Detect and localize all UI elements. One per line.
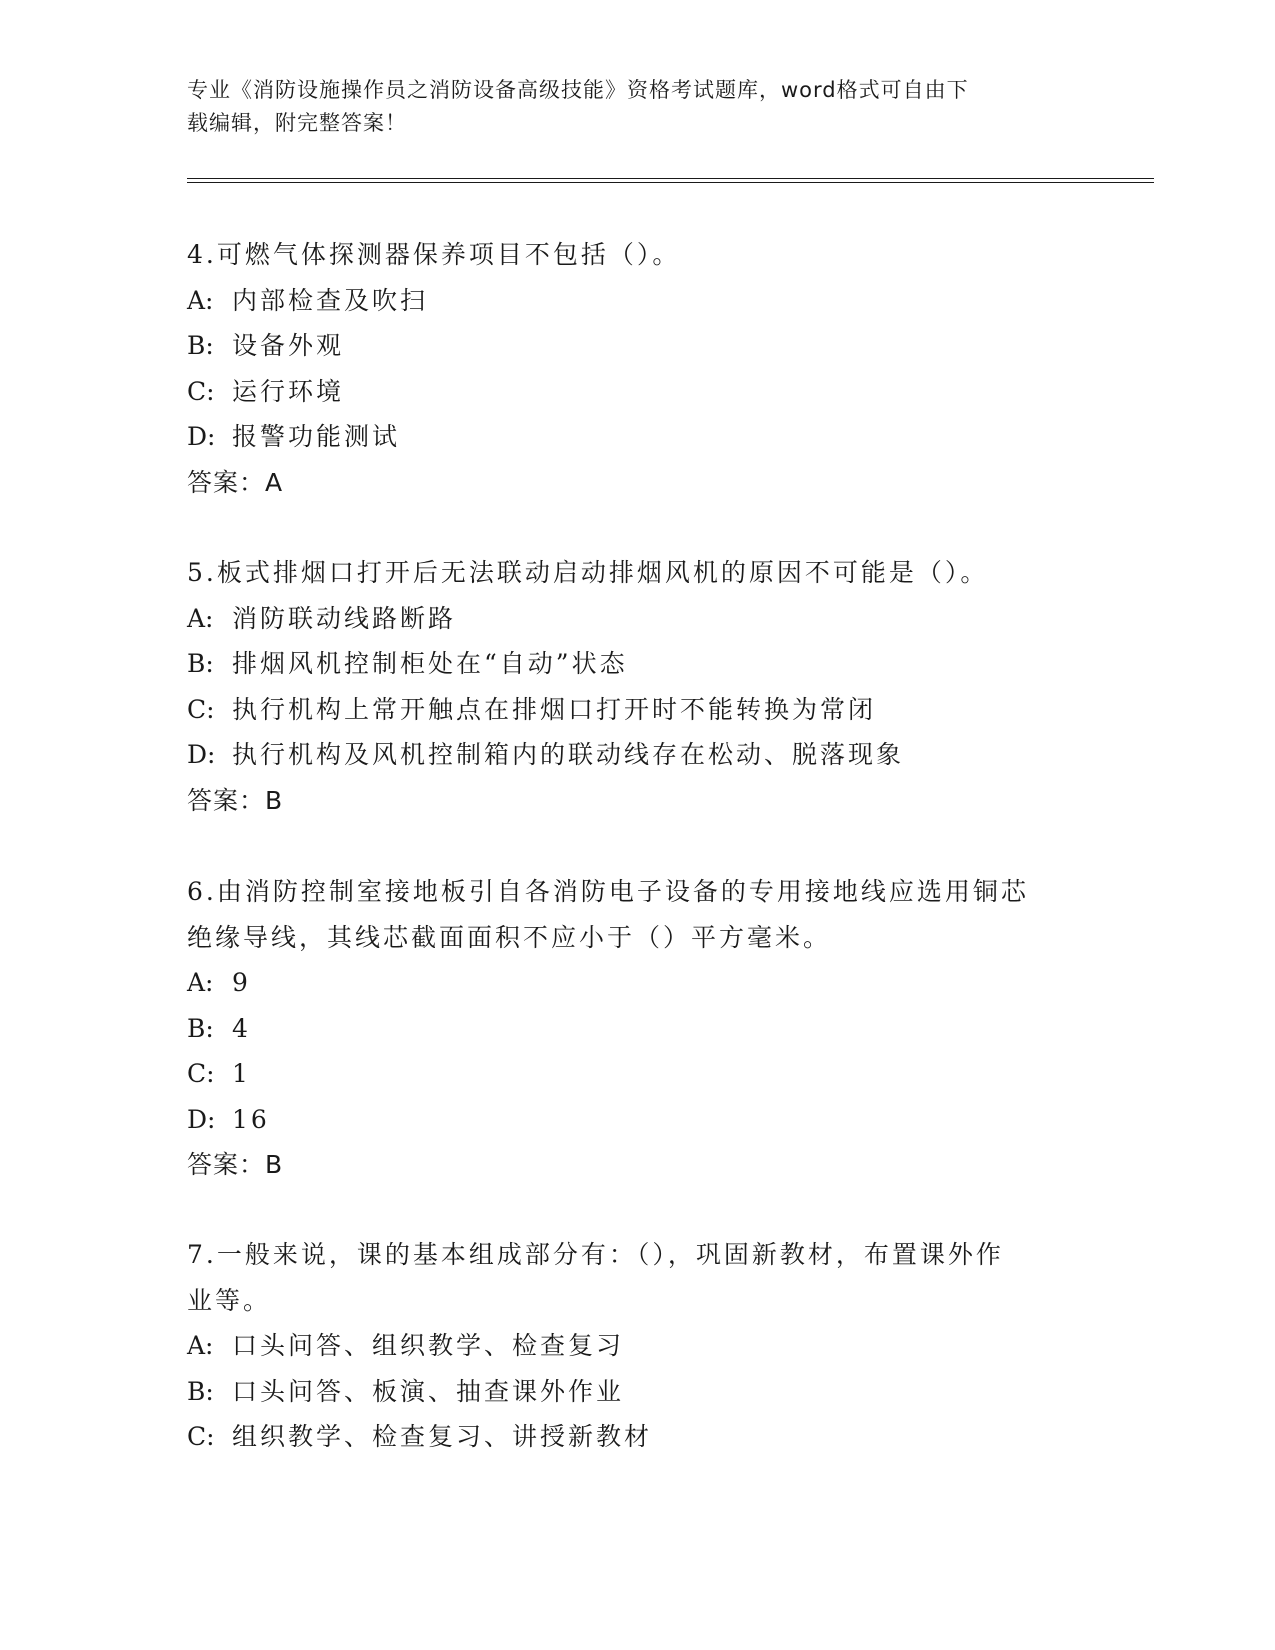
option-label: B: (187, 649, 214, 678)
option-text: 执行机构及风机控制箱内的联动线存在松动、脱落现象 (232, 740, 905, 769)
question-text-line-2: 业等。 (187, 1285, 272, 1315)
question-5 (187, 550, 1067, 823)
question-text-line-2: 绝缘导线，其线芯截面面积不应小于（）平方毫米。 (187, 922, 832, 952)
option-text: 消防联动线路断路 (232, 603, 457, 633)
question-7 (187, 1232, 1067, 1460)
option-label: C: (187, 694, 215, 724)
header-line-2: 载编辑，附完整答案！ (187, 111, 407, 135)
option-text: 执行机构上常开触点在排烟口打开时不能转换为常闭 (232, 694, 877, 724)
option-label: B: (187, 1376, 214, 1406)
option-c (187, 1414, 1067, 1460)
option-text: 口头问答、组织教学、检查复习 (232, 1331, 625, 1360)
option-label: D: (187, 740, 216, 769)
option-label: B: (187, 331, 214, 360)
option-text: 排烟风机控制柜处在“自动”状态 (232, 649, 628, 678)
question-6 (187, 869, 1067, 1188)
option-label: D: (187, 422, 216, 451)
option-d (187, 732, 1067, 778)
question-text-line-1: 6.由消防控制室接地板引自各消防电子设备的专用接地线应选用铜芯 (187, 877, 1029, 906)
document-header (187, 74, 1067, 140)
option-text: 设备外观 (232, 331, 345, 360)
option-label: A: (187, 285, 214, 315)
option-c (187, 369, 1067, 415)
option-c (187, 687, 1067, 733)
option-b (187, 1369, 1067, 1415)
option-a (187, 1323, 1067, 1369)
option-text: 1 (232, 1059, 251, 1088)
question-text-line-1: 7.一般来说，课的基本组成部分有：（），巩固新教材，布置课外作 (187, 1240, 1004, 1269)
option-label: A: (187, 968, 214, 997)
option-text: 9 (232, 968, 251, 997)
header-line-1: 专业《消防设施操作员之消防设备高级技能》资格考试题库，word格式可自由下 (187, 78, 969, 102)
question-4 (187, 232, 1067, 505)
option-label: C: (187, 1059, 215, 1088)
option-text: 组织教学、检查复习、讲授新教材 (232, 1422, 653, 1451)
option-text: 内部检查及吹扫 (232, 285, 429, 315)
option-label: B: (187, 1013, 214, 1043)
question-text: 4.可燃气体探测器保养项目不包括（）。 (187, 240, 681, 269)
option-a (187, 596, 1067, 642)
option-d (187, 414, 1067, 460)
answer: 答案：B (187, 1150, 284, 1179)
option-label: A: (187, 603, 214, 633)
option-text: 运行环境 (232, 376, 345, 406)
header-divider-bottom (187, 182, 1154, 183)
option-c (187, 1051, 1067, 1097)
answer: 答案：B (187, 785, 284, 815)
option-text: 16 (232, 1104, 270, 1134)
option-label: D: (187, 1104, 216, 1134)
option-text: 报警功能测试 (232, 422, 401, 451)
option-b (187, 641, 1067, 687)
option-label: A: (187, 1331, 214, 1360)
header-divider-top (187, 178, 1154, 179)
option-text: 4 (232, 1013, 251, 1043)
question-text: 5.板式排烟口打开后无法联动启动排烟风机的原因不可能是（）。 (187, 558, 989, 587)
option-label: C: (187, 1422, 215, 1451)
option-a (187, 278, 1067, 324)
option-label: C: (187, 376, 215, 406)
option-a (187, 960, 1067, 1006)
option-text: 口头问答、板演、抽查课外作业 (232, 1376, 625, 1406)
option-b (187, 323, 1067, 369)
option-b (187, 1006, 1067, 1052)
option-d (187, 1097, 1067, 1143)
answer: 答案：A (187, 467, 284, 497)
